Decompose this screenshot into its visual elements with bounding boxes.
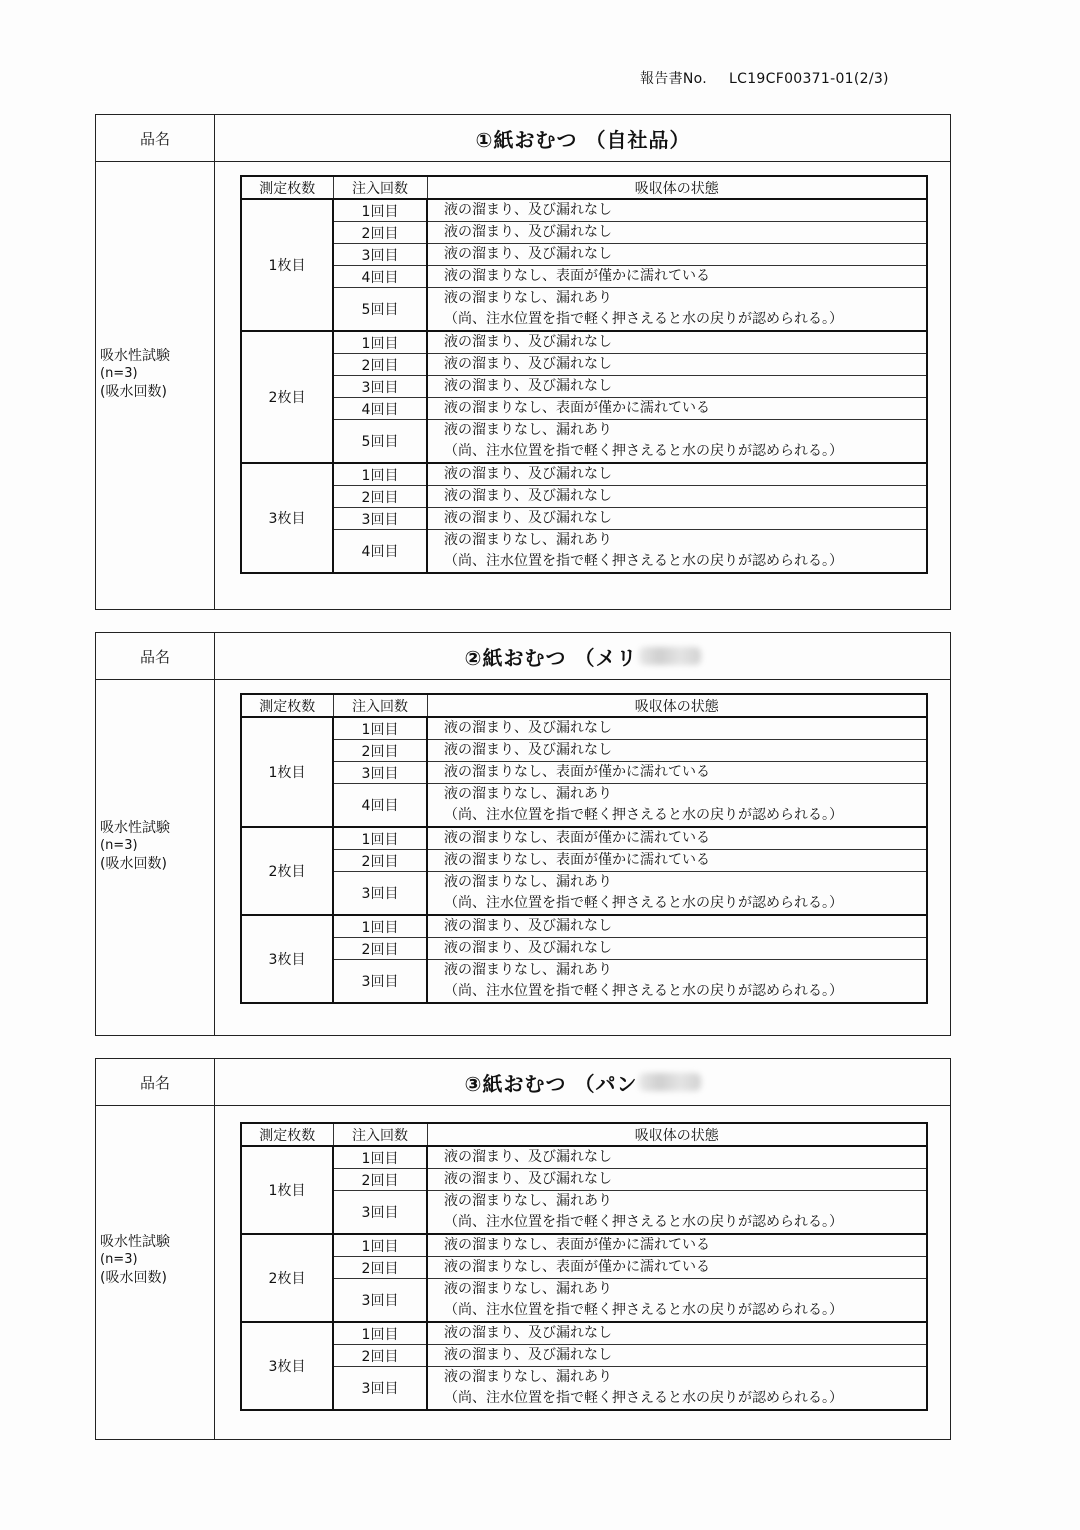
- absorber-state-line: 液の溜まり、及び漏れなし: [444, 940, 612, 956]
- injection-count-cell: 3回目: [333, 960, 427, 1004]
- table-row: [241, 1191, 927, 1235]
- table-row: [241, 1345, 927, 1367]
- injection-count-cell: 1回目: [333, 827, 427, 850]
- absorber-state-cell: [427, 1191, 927, 1235]
- product-title: [216, 1059, 950, 1105]
- absorber-state-line: 液の溜まりなし、表面が僅かに濡れている: [444, 400, 710, 416]
- report-number: [640, 68, 889, 88]
- injection-count-cell: 3回目: [333, 244, 427, 266]
- table-row: [241, 486, 927, 508]
- sheet-number-cell: 3枚目: [241, 915, 333, 1003]
- test-label-line2: (n=3): [100, 838, 138, 853]
- absorber-state-line: 液の溜まりなし、漏れあり: [444, 874, 612, 890]
- absorber-state-cell: [427, 331, 927, 354]
- absorber-state-line: （尚、注水位置を指で軽く押さえると水の戻りが認められる。）: [444, 983, 843, 999]
- absorber-state-line: 液の溜まりなし、漏れあり: [444, 290, 612, 306]
- injection-count-cell: 2回目: [333, 1169, 427, 1191]
- absorber-state-line: （尚、注水位置を指で軽く押さえると水の戻りが認められる。）: [444, 1302, 843, 1318]
- absorber-state-line: 液の溜まり、及び漏れなし: [444, 246, 612, 262]
- absorber-state-cell: [427, 376, 927, 398]
- table-row: [241, 784, 927, 828]
- absorber-state-line: 液の溜まりなし、表面が僅かに濡れている: [444, 268, 710, 284]
- product-name-label: 品名: [139, 1073, 170, 1092]
- absorption-results-table: [240, 175, 928, 574]
- absorber-state-line: 液の溜まり、及び漏れなし: [444, 466, 612, 482]
- injection-count-cell: 3回目: [333, 1191, 427, 1235]
- table-row: [241, 740, 927, 762]
- table-row: [241, 1146, 927, 1169]
- product-title-text: ②紙おむつ （メリ: [464, 645, 638, 670]
- absorber-state-line: 液の溜まりなし、漏れあり: [444, 1369, 612, 1385]
- absorber-state-line: 液の溜まりなし、漏れあり: [444, 786, 612, 802]
- product-name-label: 品名: [139, 129, 170, 148]
- absorber-state-line: 液の溜まり、及び漏れなし: [444, 1171, 612, 1187]
- injection-count-cell: 2回目: [333, 850, 427, 872]
- table-row: [241, 398, 927, 420]
- absorber-state-cell: [427, 530, 927, 574]
- test-label-line3: (吸水回数): [100, 1270, 167, 1286]
- absorber-state-cell: [427, 938, 927, 960]
- injection-count-cell: 2回目: [333, 1257, 427, 1279]
- product-block-2: [95, 632, 951, 1036]
- product-title-text: ③紙おむつ （パン: [464, 1071, 638, 1096]
- header-injection-count: 注入回数: [333, 1123, 427, 1146]
- absorber-state-cell: [427, 1257, 927, 1279]
- absorber-state-cell: [427, 1169, 927, 1191]
- header-sheet: 測定枚数: [241, 176, 333, 199]
- table-row: [241, 508, 927, 530]
- injection-count-cell: 1回目: [333, 199, 427, 222]
- absorber-state-cell: [427, 486, 927, 508]
- report-number-label: 報告書No.: [640, 71, 708, 87]
- absorber-state-cell: [427, 222, 927, 244]
- test-label: [100, 347, 210, 401]
- sheet-number-cell: 3枚目: [241, 463, 333, 573]
- absorber-state-cell: [427, 784, 927, 828]
- table-row: [241, 1367, 927, 1411]
- absorber-state-cell: [427, 762, 927, 784]
- absorber-state-cell: [427, 398, 927, 420]
- injection-count-cell: 1回目: [333, 1146, 427, 1169]
- header-absorber-state: 吸収体の状態: [427, 1123, 927, 1146]
- absorber-state-line: 液の溜まり、及び漏れなし: [444, 334, 612, 350]
- injection-count-cell: 2回目: [333, 486, 427, 508]
- absorber-state-line: 液の溜まり、及び漏れなし: [444, 378, 612, 394]
- table-header-row: [241, 694, 927, 717]
- injection-count-cell: 3回目: [333, 872, 427, 916]
- test-label-line1: 吸水性試験: [100, 820, 170, 836]
- injection-count-cell: 3回目: [333, 1367, 427, 1411]
- injection-count-cell: 2回目: [333, 222, 427, 244]
- header-injection-count: 注入回数: [333, 694, 427, 717]
- absorber-state-cell: [427, 1279, 927, 1323]
- header-sheet: 測定枚数: [241, 1123, 333, 1146]
- injection-count-cell: 3回目: [333, 762, 427, 784]
- header-sheet: 測定枚数: [241, 694, 333, 717]
- absorber-state-cell: [427, 288, 927, 332]
- report-number-value: LC19CF00371-01(2/3): [729, 71, 889, 87]
- injection-count-cell: 3回目: [333, 1279, 427, 1323]
- sheet-number-cell: 1枚目: [241, 1146, 333, 1234]
- injection-count-cell: 3回目: [333, 508, 427, 530]
- injection-count-cell: 2回目: [333, 1345, 427, 1367]
- table-row: [241, 244, 927, 266]
- absorber-state-line: 液の溜まり、及び漏れなし: [444, 224, 612, 240]
- table-row: [241, 960, 927, 1004]
- table-row: [241, 827, 927, 850]
- table-row: [241, 915, 927, 938]
- absorption-results-table: [240, 693, 928, 1004]
- absorption-results-table: [240, 1122, 928, 1411]
- table-row: [241, 850, 927, 872]
- absorber-state-line: 液の溜まりなし、漏れあり: [444, 532, 612, 548]
- absorber-state-line: 液の溜まりなし、表面が僅かに濡れている: [444, 830, 710, 846]
- table-row: [241, 530, 927, 574]
- product-block-1: [95, 114, 951, 610]
- injection-count-cell: 1回目: [333, 915, 427, 938]
- absorber-state-cell: [427, 1234, 927, 1257]
- absorber-state-line: 液の溜まり、及び漏れなし: [444, 1325, 612, 1341]
- test-label-line3: (吸水回数): [100, 856, 167, 872]
- absorber-state-cell: [427, 199, 927, 222]
- table-header-row: [241, 176, 927, 199]
- sheet-number-cell: 2枚目: [241, 827, 333, 915]
- sheet-number-cell: 2枚目: [241, 1234, 333, 1322]
- absorber-state-cell: [427, 420, 927, 464]
- test-label-line2: (n=3): [100, 1252, 138, 1267]
- absorber-state-line: 液の溜まり、及び漏れなし: [444, 356, 612, 372]
- table-row: [241, 463, 927, 486]
- table-row: [241, 1234, 927, 1257]
- absorber-state-line: 液の溜まり、及び漏れなし: [444, 742, 612, 758]
- table-row: [241, 938, 927, 960]
- header-injection-count: 注入回数: [333, 176, 427, 199]
- injection-count-cell: 1回目: [333, 1322, 427, 1345]
- table-row: [241, 1169, 927, 1191]
- product-name-label: 品名: [139, 647, 170, 666]
- absorber-state-cell: [427, 960, 927, 1004]
- test-label-line3: (吸水回数): [100, 384, 167, 400]
- absorber-state-cell: [427, 827, 927, 850]
- absorber-state-line: （尚、注水位置を指で軽く押さえると水の戻りが認められる。）: [444, 807, 843, 823]
- header-absorber-state: 吸収体の状態: [427, 176, 927, 199]
- table-row: [241, 872, 927, 916]
- table-row: [241, 1279, 927, 1323]
- table-row: [241, 222, 927, 244]
- blurred-brand-name: [639, 647, 701, 665]
- absorber-state-line: 液の溜まりなし、表面が僅かに濡れている: [444, 852, 710, 868]
- absorber-state-cell: [427, 740, 927, 762]
- absorber-state-line: 液の溜まりなし、漏れあり: [444, 422, 612, 438]
- absorber-state-cell: [427, 1367, 927, 1411]
- table-row: [241, 376, 927, 398]
- table-row: [241, 762, 927, 784]
- absorber-state-line: 液の溜まり、及び漏れなし: [444, 510, 612, 526]
- absorber-state-line: 液の溜まり、及び漏れなし: [444, 488, 612, 504]
- absorber-state-cell: [427, 244, 927, 266]
- injection-count-cell: 2回目: [333, 938, 427, 960]
- test-label-line1: 吸水性試験: [100, 348, 170, 364]
- injection-count-cell: 4回目: [333, 398, 427, 420]
- injection-count-cell: 1回目: [333, 463, 427, 486]
- absorber-state-cell: [427, 508, 927, 530]
- sheet-number-cell: 2枚目: [241, 331, 333, 463]
- table-row: [241, 717, 927, 740]
- injection-count-cell: 2回目: [333, 740, 427, 762]
- absorber-state-line: （尚、注水位置を指で軽く押さえると水の戻りが認められる。）: [444, 311, 843, 327]
- table-row: [241, 331, 927, 354]
- absorber-state-line: （尚、注水位置を指で軽く押さえると水の戻りが認められる。）: [444, 895, 843, 911]
- absorber-state-line: 液の溜まり、及び漏れなし: [444, 918, 612, 934]
- sheet-number-cell: 3枚目: [241, 1322, 333, 1410]
- absorber-state-cell: [427, 266, 927, 288]
- test-label: [100, 1233, 210, 1287]
- absorber-state-line: 液の溜まりなし、漏れあり: [444, 1281, 612, 1297]
- absorber-state-line: （尚、注水位置を指で軽く押さえると水の戻りが認められる。）: [444, 443, 843, 459]
- injection-count-cell: 4回目: [333, 784, 427, 828]
- absorber-state-line: 液の溜まりなし、表面が僅かに濡れている: [444, 1237, 710, 1253]
- injection-count-cell: 5回目: [333, 420, 427, 464]
- table-row: [241, 288, 927, 332]
- absorber-state-line: 液の溜まり、及び漏れなし: [444, 1149, 612, 1165]
- product-title: [216, 633, 950, 679]
- test-label-line1: 吸水性試験: [100, 1234, 170, 1250]
- test-label-line2: (n=3): [100, 366, 138, 381]
- test-label: [100, 819, 210, 873]
- absorber-state-line: 液の溜まり、及び漏れなし: [444, 202, 612, 218]
- table-row: [241, 420, 927, 464]
- table-header-row: [241, 1123, 927, 1146]
- product-title: [216, 115, 950, 161]
- absorber-state-cell: [427, 872, 927, 916]
- table-row: [241, 1257, 927, 1279]
- absorber-state-cell: [427, 463, 927, 486]
- blurred-brand-name: [639, 1073, 701, 1091]
- table-row: [241, 266, 927, 288]
- absorber-state-line: 液の溜まり、及び漏れなし: [444, 1347, 612, 1363]
- injection-count-cell: 4回目: [333, 530, 427, 574]
- injection-count-cell: 3回目: [333, 376, 427, 398]
- injection-count-cell: 1回目: [333, 1234, 427, 1257]
- absorber-state-line: 液の溜まりなし、漏れあり: [444, 962, 612, 978]
- product-block-3: [95, 1058, 951, 1440]
- absorber-state-line: （尚、注水位置を指で軽く押さえると水の戻りが認められる。）: [444, 1214, 843, 1230]
- absorber-state-cell: [427, 354, 927, 376]
- absorber-state-cell: [427, 850, 927, 872]
- sheet-number-cell: 1枚目: [241, 199, 333, 331]
- absorber-state-line: 液の溜まりなし、漏れあり: [444, 1193, 612, 1209]
- injection-count-cell: 5回目: [333, 288, 427, 332]
- absorber-state-cell: [427, 1146, 927, 1169]
- absorber-state-line: （尚、注水位置を指で軽く押さえると水の戻りが認められる。）: [444, 1390, 843, 1406]
- table-row: [241, 354, 927, 376]
- absorber-state-cell: [427, 1322, 927, 1345]
- absorber-state-line: 液の溜まりなし、表面が僅かに濡れている: [444, 1259, 710, 1275]
- absorber-state-cell: [427, 1345, 927, 1367]
- injection-count-cell: 2回目: [333, 354, 427, 376]
- absorber-state-line: 液の溜まり、及び漏れなし: [444, 720, 612, 736]
- absorber-state-line: （尚、注水位置を指で軽く押さえると水の戻りが認められる。）: [444, 553, 843, 569]
- table-row: [241, 1322, 927, 1345]
- injection-count-cell: 1回目: [333, 331, 427, 354]
- absorber-state-cell: [427, 717, 927, 740]
- absorber-state-line: 液の溜まりなし、表面が僅かに濡れている: [444, 764, 710, 780]
- injection-count-cell: 1回目: [333, 717, 427, 740]
- header-absorber-state: 吸収体の状態: [427, 694, 927, 717]
- injection-count-cell: 4回目: [333, 266, 427, 288]
- product-title-text: ①紙おむつ （自社品）: [475, 127, 691, 152]
- absorber-state-cell: [427, 915, 927, 938]
- sheet-number-cell: 1枚目: [241, 717, 333, 827]
- table-row: [241, 199, 927, 222]
